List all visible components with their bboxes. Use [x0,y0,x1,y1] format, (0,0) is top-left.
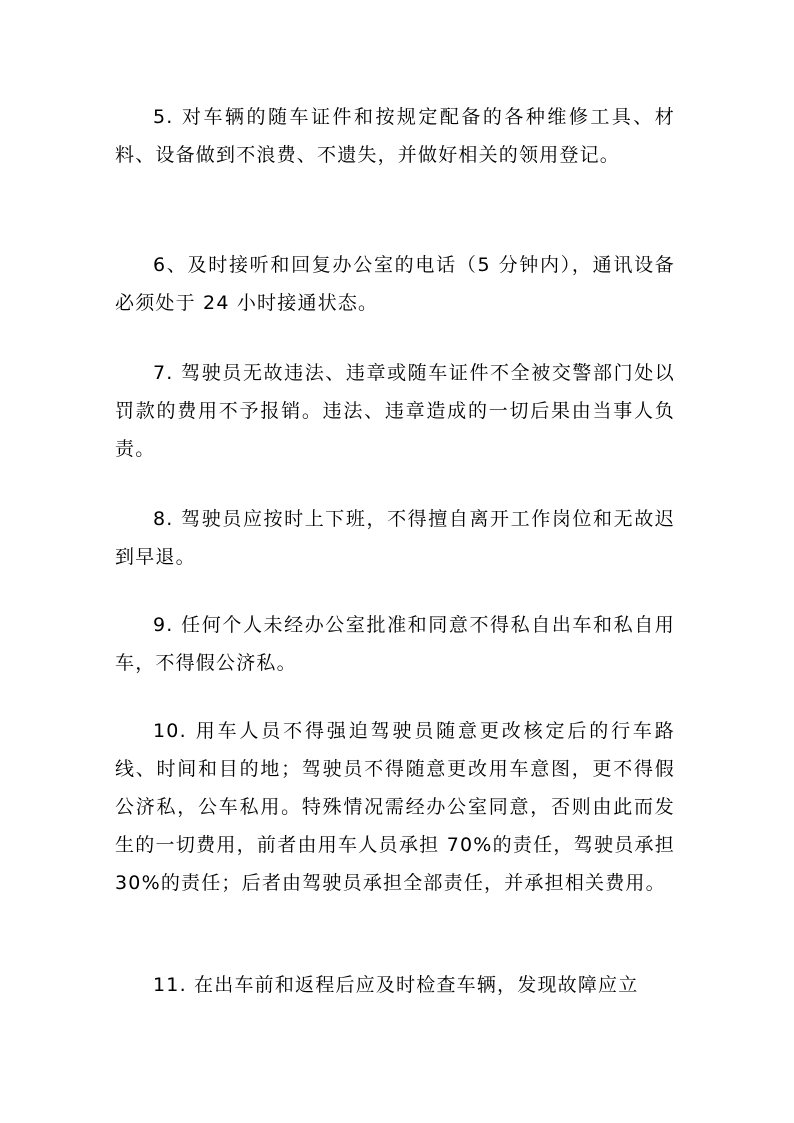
paragraph-item-11: 11. 在出车前和返程后应及时检查车辆，发现故障应立 [153,974,639,996]
paragraph-item-5: 5. 对车辆的随车证件和按规定配备的各种维修工具、材料、设备做到不浪费、不遗失，并做好相关的领用登记。 [115,106,675,166]
paragraph-item-9: 9. 任何个人未经办公室批准和同意不得私自出车和私自用车，不得假公济私。 [115,614,675,674]
paragraph-item-10: 10. 用车人员不得强迫驾驶员随意更改核定后的行车路线、时间和目的地；驾驶员不得随意更改用车意图，更不得假公济私，公车私用。特殊情况需经办公室同意，否则由此而发生的一切费用，前者由用车人员承担 70%的责任，驾驶员承担 30%的责任；后者由驾驶员承担全部责任，并承担相关费用。 [115,720,675,894]
paragraph-item-7: 7. 驾驶员无故违法、违章或随车证件不全被交警部门处以罚款的费用不予报销。违法、违章造成的一切后果由当事人负责。 [115,362,675,460]
paragraph-item-6: 6、及时接听和回复办公室的电话（5 分钟内），通讯设备必须处于 24 小时接通状态。 [115,254,675,314]
paragraph-item-8: 8. 驾驶员应按时上下班，不得擅自离开工作岗位和无故迟到早退。 [115,508,675,568]
